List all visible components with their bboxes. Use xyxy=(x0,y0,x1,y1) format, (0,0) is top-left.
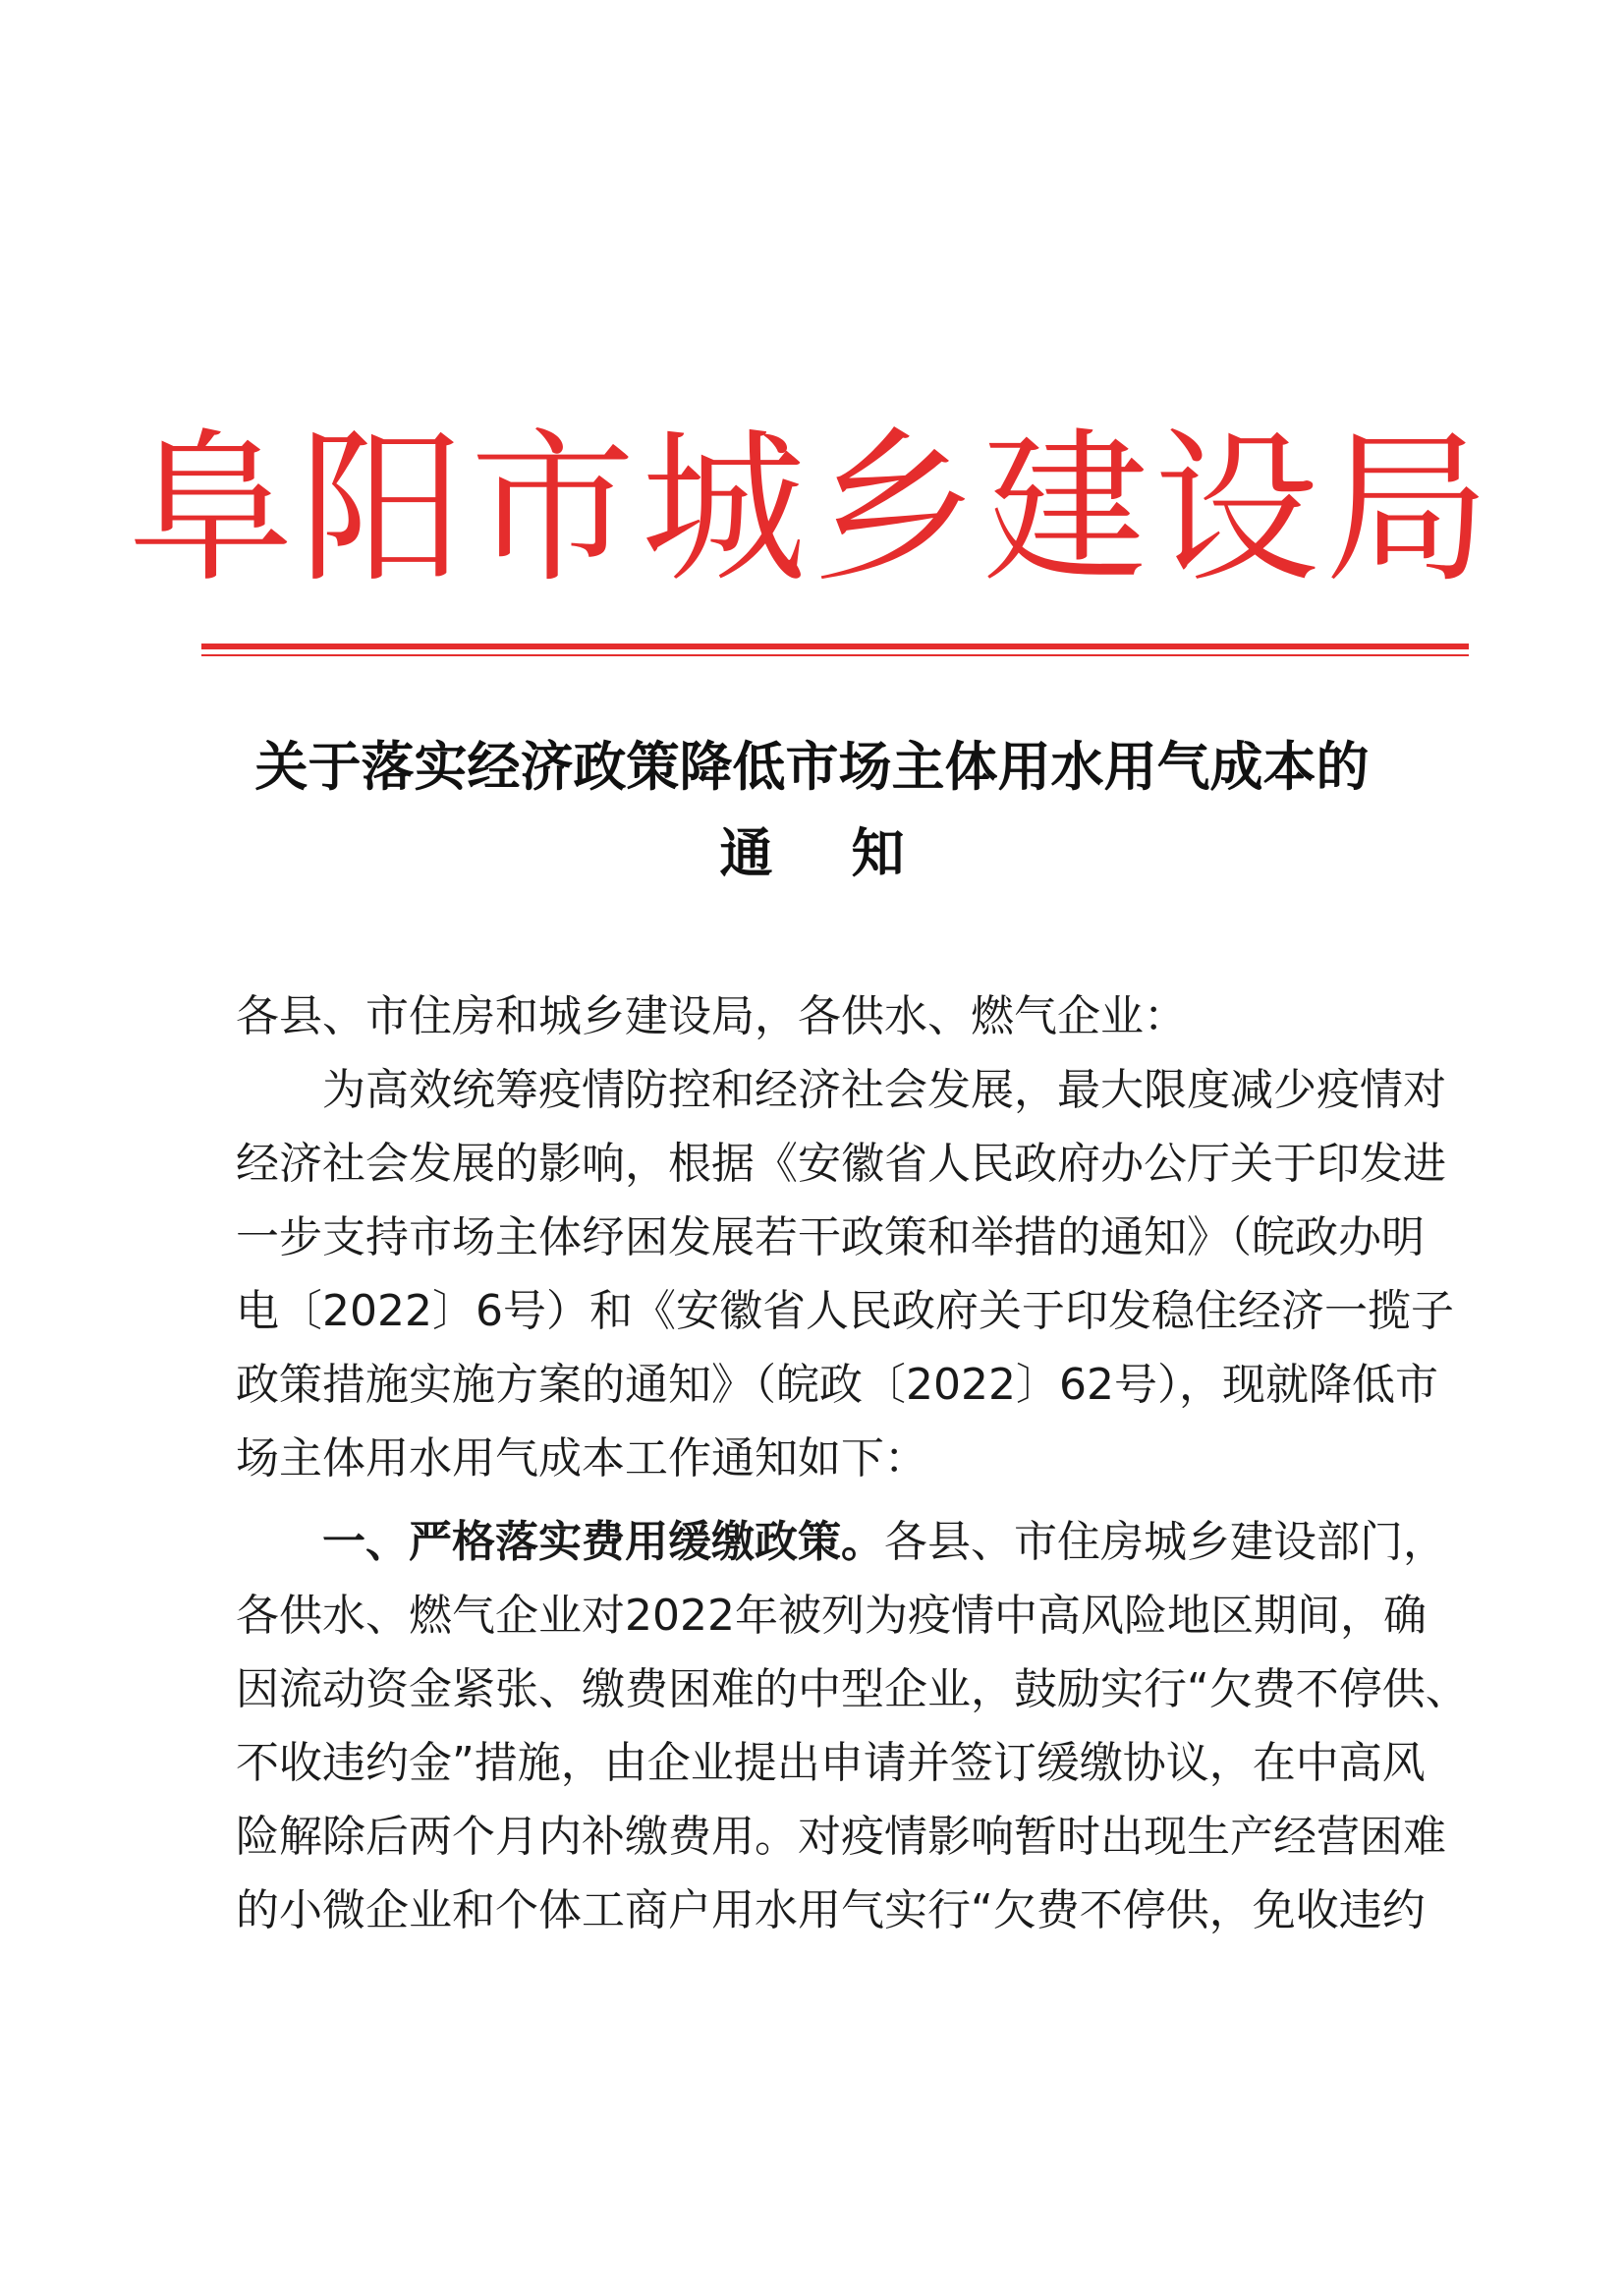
paragraph-1-line: 电〔2022〕6号）和《安徽省人民政府关于印发稳住经济一揽子 xyxy=(236,1286,1454,1336)
paragraph-1-line: 政策措施实施方案的通知》（皖政〔2022〕62号），现就降低市 xyxy=(236,1360,1438,1410)
document-title-line-2: 通知 xyxy=(719,821,983,884)
section-1-line: 因流动资金紧张、缴费困难的中型企业，鼓励实行“欠费不停供、 xyxy=(236,1664,1469,1714)
document-title-line-1: 关于落实经济政策降低市场主体用水用气成本的 xyxy=(254,735,1370,798)
paragraph-1-line: 场主体用水用气成本工作通知如下： xyxy=(236,1433,927,1484)
section-1-line: 各供水、燃气企业对2022年被列为疫情中高风险地区期间，确 xyxy=(236,1591,1427,1641)
letterhead-rule-thick xyxy=(201,644,1469,649)
salutation: 各县、市住房和城乡建设局，各供水、燃气企业： xyxy=(236,991,1187,1041)
section-1-first-line-text: 各县、市住房城乡建设部门， xyxy=(884,1517,1446,1567)
paragraph-1-line: 经济社会发展的影响，根据《安徽省人民政府办公厅关于印发进 xyxy=(236,1139,1446,1189)
section-1-heading: 一、严格落实费用缓缴政策。 xyxy=(322,1517,884,1567)
paragraph-1-line: 一步支持市场主体纾困发展若干政策和举措的通知》（皖政办明 xyxy=(236,1212,1425,1262)
letterhead-rule-thin xyxy=(201,654,1469,656)
section-1-first-line xyxy=(322,1513,1446,1572)
section-1-line: 不收违约金”措施，由企业提出申请并签订缓缴协议，在中高风 xyxy=(236,1738,1426,1788)
section-1-line: 险解除后两个月内补缴费用。对疫情影响暂时出现生产经营困难 xyxy=(236,1812,1446,1862)
letterhead-masthead: 阜阳市城乡建设局 xyxy=(128,413,1496,605)
paragraph-1-line: 为高效统筹疫情防控和经济社会发展，最大限度减少疫情对 xyxy=(322,1065,1446,1115)
section-1-line: 的小微企业和个体工商户用水用气实行“欠费不停供，免收违约 xyxy=(236,1885,1426,1935)
